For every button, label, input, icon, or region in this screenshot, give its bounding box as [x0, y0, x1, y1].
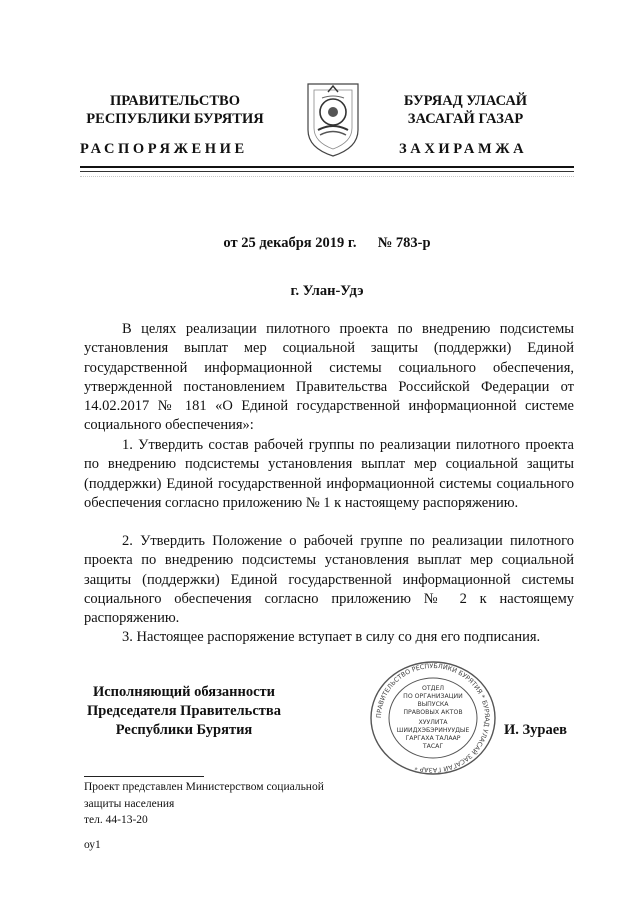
svg-text:ПРАВИТЕЛЬСТВО РЕСПУБЛИКИ БУРЯТ	[375, 662, 491, 774]
item-2-text: 2. Утвердить Положение о рабочей группе по реализации пилотного проекта по внедрению подсистемы установления выплат мер социальной защиты (поддержки) Единой государственной информационной системы социального обеспечения согласно приложению № 2 к настоящему распоряжению.	[84, 533, 574, 627]
doc-type-left: РАСПОРЯЖЕНИЕ	[80, 141, 248, 157]
signatory-title	[84, 683, 284, 740]
header-right-line2: ЗАСАГАЙ ГАЗАР	[407, 111, 524, 127]
stamp-line: ТАСАГ	[422, 743, 444, 750]
footer-rule	[84, 776, 204, 777]
header-left-line1: ПРАВИТЕЛЬСТВО	[110, 93, 240, 109]
stamp-line: ХУУЛИТА	[418, 719, 448, 726]
signatory-name: И. Зураев	[504, 722, 568, 738]
item-3	[84, 628, 574, 647]
item-2	[84, 532, 574, 628]
header-dotted-rule	[80, 176, 574, 181]
header-right-block	[378, 92, 553, 128]
date: от 25 декабря 2019 г.	[223, 235, 357, 251]
stamp-line: ШИИДХЭБЭРИНУУДЫЕ	[396, 727, 470, 734]
date-number-line	[80, 235, 574, 252]
republic-emblem-icon	[300, 78, 366, 160]
footer-line2: защиты населения	[84, 797, 175, 810]
signatory-line3: Республики Бурятия	[115, 722, 253, 738]
stamp-ring-text: ПРАВИТЕЛЬСТВО РЕСПУБЛИКИ БУРЯТИЯ * БУРЯАД УЛАСАЙ ЗАСАГАЙ ГАЗАР *	[374, 661, 492, 775]
footer-phone: тел. 44-13-20	[84, 814, 148, 826]
header-left-block	[80, 92, 270, 128]
header-right-line1: БУРЯАД УЛАСАЙ	[403, 93, 528, 109]
signatory-line1: Исполняющий обязанности	[92, 684, 276, 700]
footer-line1: Проект представлен Министерством социальной	[84, 781, 324, 793]
footer-code: оу1	[84, 838, 101, 851]
city: г. Улан-Удэ	[290, 283, 364, 299]
stamp-line: ПО ОРГАНИЗАЦИИ	[403, 693, 463, 700]
official-stamp	[368, 660, 498, 776]
stamp-line: ОТДЕЛ	[421, 685, 445, 692]
doc-type-right: ЗАХИРАМЖА	[399, 141, 528, 157]
doc-number: № 783-р	[377, 235, 431, 251]
signatory-line2: Председателя Правительства	[87, 703, 281, 719]
header-rule-thick	[80, 166, 574, 168]
header-rule-thin	[80, 171, 574, 172]
item-3-text: 3. Настоящее распоряжение вступает в силу со дня его подписания.	[122, 629, 541, 645]
stamp-line: ПРАВОВЫХ АКТОВ	[403, 709, 463, 716]
item-1	[84, 436, 574, 513]
preamble	[84, 320, 574, 436]
stamp-line: ГАРГАХА ТАЛААР	[405, 735, 461, 742]
stamp-line: ВЫПУСКА	[417, 701, 449, 708]
footer-block	[84, 779, 324, 853]
item-1-text: 1. Утвердить состав рабочей группы по реализации пилотного проекта по внедрению подсистемы установления выплат мер социальной защиты (поддержки) Единой государственной информационной системы социального обеспечения согласно приложению № 1 к настоящему распоряжению.	[84, 437, 574, 511]
header-left-line2: РЕСПУБЛИКИ БУРЯТИЯ	[86, 111, 264, 127]
preamble-text: В целях реализации пилотного проекта по внедрению подсистемы установления выплат мер социальной защиты (поддержки) Единой государственной информационной системы социального обеспечения, утвержденной постановлением Правительства Российской Федерации от 14.02.2017 № 181 «О Единой государственной информационной системе социального обеспечения»:	[84, 321, 574, 434]
